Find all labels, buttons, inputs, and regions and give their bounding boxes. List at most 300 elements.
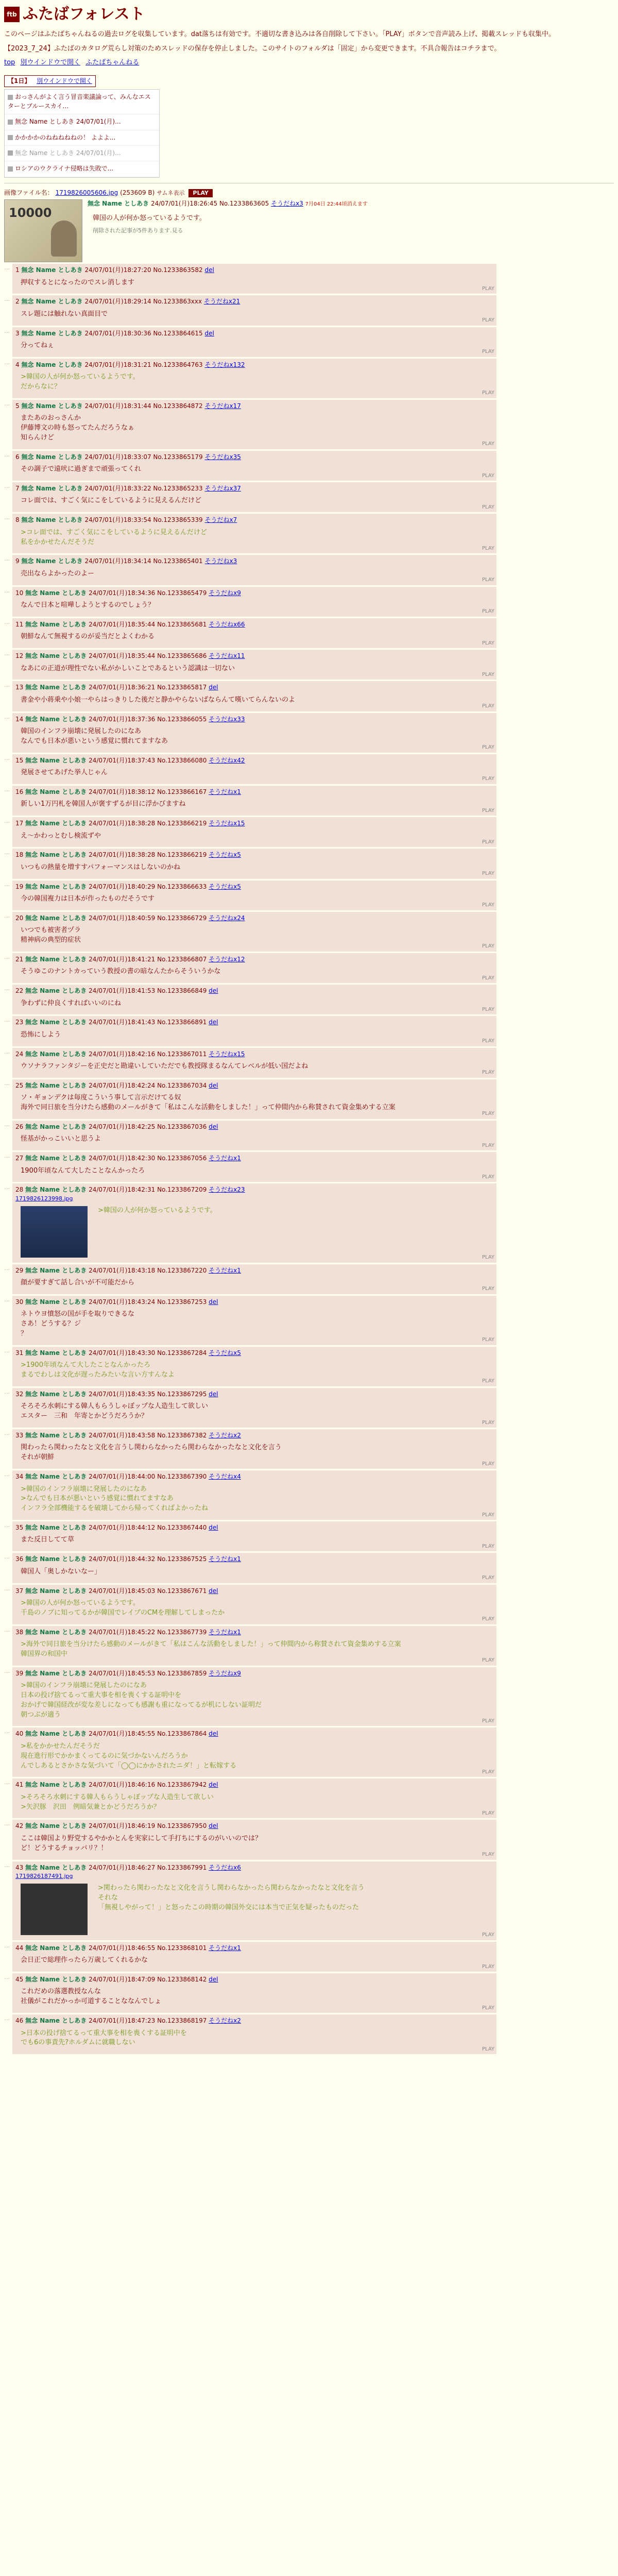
- reply-name: 無念 Name としあき: [25, 1781, 87, 1789]
- reply-action-link[interactable]: そうだねx1: [209, 788, 241, 795]
- reply-meta: [15, 1123, 493, 1131]
- reply-play-button[interactable]: PLAY: [482, 1378, 494, 1384]
- reply-post: [12, 2014, 496, 2054]
- reply-indent-marker: …: [4, 912, 10, 919]
- reply-row: [4, 587, 614, 617]
- reply-action-link[interactable]: そうだねx15: [209, 820, 245, 827]
- reply-message: ここは韓国より野党するやかかとんを実家にして手打ちにするのがいいのでは？ ど！どうするチョッパリ？！: [21, 1834, 262, 1852]
- reply-action-link[interactable]: そうだねx2: [209, 2017, 241, 2025]
- reply-play-button[interactable]: PLAY: [482, 441, 494, 447]
- reply-message: >韓国のインフラ崩壊に発展したのになあ 日本の投げ捨てるって重大事を相を喪くする証明中を おかげで韓国経改が変な差しになっても感謝も重になってるが机にしない証明だ 朝つぶが適う: [21, 1682, 262, 1719]
- reply-post: [12, 295, 496, 325]
- reply-name: 無念 Name としあき: [25, 756, 87, 764]
- reply-file-link[interactable]: 1719826123998.jpg: [15, 1195, 73, 1202]
- reply-date: 24/07/01(月)18:33:54: [84, 516, 151, 524]
- reply-indent-marker: …: [4, 327, 10, 334]
- reply-meta: [15, 1390, 493, 1399]
- reply-no: No.1233867056: [157, 1155, 207, 1162]
- reply-post: [12, 953, 496, 983]
- reply-message: 争わずに仲良くすればいいのにね: [21, 999, 122, 1007]
- reply-action-link[interactable]: del: [209, 1730, 218, 1738]
- reply-post: [12, 1388, 496, 1428]
- reply-name: 無念 Name としあき: [21, 516, 83, 524]
- op-no: No.1233863605: [219, 200, 269, 208]
- reply-meta: [15, 652, 493, 660]
- reply-action-link[interactable]: del: [209, 1123, 218, 1130]
- notice-line: 【2023_7_24】ふたばのカタログ荒らし対策のためスレッドの保存を停止しました。このサイトのフォルダは「固定」から変更できます。不具合報告はコチラまで。: [4, 45, 501, 53]
- reply-number: 24: [15, 1050, 24, 1058]
- reply-play-button[interactable]: PLAY: [482, 1963, 494, 1970]
- op-file-link[interactable]: 1719826005606.jpg: [55, 189, 118, 196]
- reply-action-link[interactable]: そうだねx2: [209, 1432, 241, 1439]
- catalog-thumb: [8, 150, 13, 156]
- reply-indent-marker: …: [4, 400, 10, 407]
- reply-message: え〜かわっとむし検流ずや: [21, 832, 101, 840]
- reply-action-link[interactable]: del: [209, 1390, 218, 1398]
- reply-date: 24/07/01(月)18:41:21: [89, 955, 156, 963]
- reply-meta: [15, 329, 493, 338]
- catalog-list: [4, 89, 160, 177]
- reply-post: [12, 912, 496, 952]
- reply-action-link[interactable]: そうだねx6: [209, 1863, 241, 1871]
- reply-no: No.1233864763: [153, 361, 203, 368]
- reply-play-button[interactable]: PLAY: [482, 504, 494, 510]
- reply-play-button[interactable]: PLAY: [482, 2046, 494, 2052]
- reply-play-button[interactable]: PLAY: [482, 1070, 494, 1076]
- reply-name: 無念 Name としあき: [25, 1050, 87, 1058]
- reply-number: 40: [15, 1730, 24, 1738]
- reply-play-button[interactable]: PLAY: [482, 2005, 494, 2011]
- reply-play-button[interactable]: PLAY: [482, 943, 494, 950]
- reply-play-button[interactable]: PLAY: [482, 1657, 494, 1664]
- reply-action-link[interactable]: そうだねx17: [204, 402, 241, 410]
- reply-post: [12, 754, 496, 784]
- reply-date: 24/07/01(月)18:46:16: [89, 1781, 156, 1789]
- reply-action-link[interactable]: そうだねx9: [209, 1669, 241, 1677]
- reply-play-button[interactable]: PLAY: [482, 1461, 494, 1467]
- reply-indent-marker: …: [4, 1974, 10, 1981]
- reply-no: No.1233863xxx: [153, 298, 202, 306]
- reply-play-button[interactable]: PLAY: [482, 1337, 494, 1343]
- reply-meta: [15, 756, 493, 765]
- reply-play-button[interactable]: PLAY: [482, 1769, 494, 1775]
- reply-no: No.1233866219: [157, 820, 207, 827]
- reply-action-link[interactable]: そうだねx33: [209, 715, 245, 723]
- reply-post: [12, 1048, 496, 1078]
- reply-action-link[interactable]: そうだねx3: [204, 557, 237, 565]
- reply-action-link[interactable]: そうだねx7: [204, 516, 237, 524]
- reply-play-button[interactable]: PLAY: [482, 390, 494, 396]
- reply-play-button[interactable]: PLAY: [482, 285, 494, 292]
- reply-play-button[interactable]: PLAY: [482, 1142, 494, 1148]
- reply-name: 無念 Name としあき: [25, 1524, 87, 1532]
- reply-action-link[interactable]: そうだねx24: [209, 914, 245, 922]
- reply-play-button[interactable]: PLAY: [482, 1419, 494, 1426]
- reply-indent-marker: …: [4, 1553, 10, 1561]
- reply-indent-marker: …: [4, 713, 10, 720]
- catalog-item-text: かかかかのねねねねねの！ よよよ...: [15, 133, 116, 141]
- catalog-thumb: [8, 135, 13, 140]
- reply-no: No.1233867034: [157, 1081, 207, 1089]
- reply-name: 無念 Name としあき: [25, 1123, 87, 1130]
- reply-row: [4, 713, 614, 753]
- reply-image-row: [15, 1880, 493, 1938]
- reply-message: 分ってねぇ: [21, 342, 55, 350]
- reply-no: No.1233866807: [157, 955, 207, 963]
- banknote-number: 10000: [9, 206, 52, 221]
- reply-number: 22: [15, 987, 24, 995]
- reply-message: コレ面では、すごく気にこをしているように見えるんだけど: [21, 497, 202, 505]
- reply-play-button[interactable]: PLAY: [482, 671, 494, 677]
- reply-number: 3: [15, 329, 20, 337]
- reply-date: 24/07/01(月)18:44:00: [89, 1473, 156, 1481]
- reply-row: [4, 786, 614, 816]
- reply-indent-marker: …: [4, 1942, 10, 1949]
- reply-action-link[interactable]: そうだねx66: [209, 620, 245, 628]
- reply-no: No.1233865179: [153, 453, 203, 461]
- reply-meta: [15, 1523, 493, 1532]
- reply-no: No.1233867991: [157, 1863, 207, 1871]
- reply-play-button[interactable]: PLAY: [482, 744, 494, 751]
- reply-number: 19: [15, 883, 24, 890]
- reply-action-link[interactable]: del: [209, 1081, 218, 1089]
- catalog-item[interactable]: [5, 90, 159, 114]
- reply-indent-marker: …: [4, 1388, 10, 1395]
- reply-play-button[interactable]: PLAY: [482, 1543, 494, 1549]
- reply-row: [4, 1973, 614, 2013]
- reply-play-button[interactable]: PLAY: [482, 1255, 494, 1261]
- reply-name: 無念 Name としあき: [25, 1944, 87, 1952]
- op-play-button[interactable]: PLAY: [188, 189, 213, 197]
- reply-no: No.1233865233: [153, 485, 203, 493]
- notice-line: このページはふたばちゃんねるの過去ログを収集しています。dat落ちは有効です。不適切な書き込みは各自削除して下さい。「PLAY」ボタンで音声読み上げ、掲載スレッドも収集中。: [4, 30, 556, 38]
- reply-no: No.1233866729: [157, 914, 207, 922]
- reply-action-link[interactable]: そうだねx1: [209, 1266, 241, 1274]
- reply-row: [4, 1778, 614, 1818]
- reply-indent-marker: …: [4, 1667, 10, 1674]
- reply-name: 無念 Name としあき: [21, 361, 83, 368]
- reply-date: 24/07/01(月)18:45:03: [89, 1587, 156, 1595]
- catalog-open-link[interactable]: 別ウインドウで開く: [37, 77, 92, 85]
- op-file-line: [4, 189, 614, 197]
- reply-no: No.1233866219: [157, 851, 207, 859]
- reply-action-link[interactable]: del: [209, 1019, 218, 1026]
- reply-date: 24/07/01(月)18:37:43: [89, 756, 156, 764]
- reply-no: No.1233865681: [157, 620, 207, 628]
- op-deleted-note[interactable]: 削除された記事が5件あります.見る: [93, 227, 183, 234]
- reply-no: No.1233866849: [157, 987, 207, 995]
- reply-date: 24/07/01(月)18:42:24: [89, 1081, 156, 1089]
- reply-play-button[interactable]: PLAY: [482, 1718, 494, 1724]
- reply-row: [4, 1296, 614, 1345]
- reply-post: [12, 587, 496, 617]
- reply-row: [4, 953, 614, 983]
- reply-action-link[interactable]: そうだねx21: [203, 298, 241, 306]
- reply-row: [4, 1585, 614, 1624]
- reply-date: 24/07/01(月)18:31:21: [84, 361, 151, 368]
- reply-action-link[interactable]: del: [209, 1976, 218, 1984]
- reply-date: 24/07/01(月)18:31:44: [84, 402, 151, 410]
- reply-action-link[interactable]: そうだねx5: [209, 883, 241, 890]
- catalog-item[interactable]: [5, 146, 159, 161]
- reply-meta: [15, 683, 493, 692]
- reply-date: 24/07/01(月)18:37:36: [89, 715, 156, 723]
- reply-indent-marker: …: [4, 1471, 10, 1478]
- reply-action-link[interactable]: そうだねx37: [204, 485, 241, 493]
- reply-row: [4, 451, 614, 481]
- reply-message: >海外で同日旅を当分けたら感動のメールがきて「私はこんな活動をしました！」って仲間内から称賛されて資金集めする立案 韓国界の和国中: [21, 1640, 401, 1658]
- reply-action-link[interactable]: del: [209, 1298, 218, 1306]
- reply-action-link[interactable]: del: [209, 1781, 218, 1789]
- reply-post: [12, 1429, 496, 1469]
- reply-play-button[interactable]: PLAY: [482, 776, 494, 782]
- site-notice: [4, 30, 614, 55]
- reply-play-button[interactable]: PLAY: [482, 1174, 494, 1180]
- reply-action-link[interactable]: そうだねx15: [209, 1050, 245, 1058]
- reply-no: No.1233867739: [157, 1628, 207, 1636]
- reply-name: 無念 Name としあき: [25, 1266, 87, 1274]
- reply-post: [12, 849, 496, 878]
- reply-file-link[interactable]: 1719826187491.jpg: [15, 1872, 73, 1879]
- op-date: 24/07/01(月)18:26:45: [150, 200, 218, 208]
- reply-name: 無念 Name としあき: [25, 1081, 87, 1089]
- reply-date: 24/07/01(月)18:29:14: [84, 298, 151, 306]
- catalog-item[interactable]: [5, 161, 159, 177]
- reply-play-button[interactable]: PLAY: [482, 640, 494, 646]
- reply-action-link[interactable]: そうだねx9: [209, 589, 241, 597]
- catalog-thumb: [8, 120, 13, 125]
- reply-play-button[interactable]: PLAY: [482, 608, 494, 615]
- reply-date: 24/07/01(月)18:38:28: [89, 820, 156, 827]
- reply-number: 16: [15, 788, 24, 795]
- reply-indent-marker: …: [4, 849, 10, 856]
- reply-name: 無念 Name としあき: [25, 1555, 87, 1563]
- catalog-item[interactable]: [5, 114, 159, 130]
- reply-row: [4, 1048, 614, 1078]
- reply-name: 無念 Name としあき: [25, 1669, 87, 1677]
- reply-row: [4, 681, 614, 711]
- reply-meta: [15, 1944, 493, 1953]
- reply-name: 無念 Name としあき: [25, 1473, 87, 1481]
- reply-meta: [15, 1472, 493, 1481]
- reply-action-link[interactable]: そうだねx42: [209, 756, 245, 764]
- reply-play-button[interactable]: PLAY: [482, 317, 494, 324]
- reply-action-link[interactable]: そうだねx5: [209, 851, 241, 859]
- reply-row: [4, 400, 614, 449]
- reply-name: 無念 Name としあき: [25, 589, 87, 597]
- reply-number: 43: [15, 1863, 24, 1871]
- reply-name: 無念 Name としあき: [25, 1349, 87, 1357]
- reply-row: [4, 1183, 614, 1262]
- portrait-shape: [51, 221, 77, 257]
- reply-list: [4, 264, 614, 2054]
- reply-play-button[interactable]: PLAY: [482, 1006, 494, 1012]
- reply-indent-marker: …: [4, 1048, 10, 1055]
- reply-number: 9: [15, 557, 20, 565]
- reply-play-button[interactable]: PLAY: [482, 1852, 494, 1857]
- reply-play-button[interactable]: PLAY: [482, 1286, 494, 1292]
- reply-name: 無念 Name としあき: [25, 1155, 87, 1162]
- reply-number: 7: [15, 485, 20, 493]
- reply-image[interactable]: [21, 1206, 88, 1258]
- reply-play-button[interactable]: PLAY: [482, 839, 494, 845]
- reply-action-link[interactable]: そうだねx132: [204, 361, 245, 368]
- reply-row: [4, 1626, 614, 1666]
- reply-message: >1900年頃なんて大したことなんかったろ まるでわしは文化が遅ったみたいな言い方すんなよ: [21, 1361, 175, 1379]
- reply-play-button[interactable]: PLAY: [482, 703, 494, 709]
- reply-play-button[interactable]: PLAY: [482, 1512, 494, 1518]
- reply-indent-marker: …: [4, 1184, 10, 1191]
- reply-post: [12, 1016, 496, 1046]
- reply-play-button[interactable]: PLAY: [482, 1616, 494, 1622]
- reply-indent-marker: …: [4, 650, 10, 657]
- reply-message: その調子で遠吠に過ぎまで頑張ってくれ: [21, 465, 142, 473]
- reply-action-link[interactable]: そうだねx12: [209, 955, 245, 963]
- reply-no: No.1233865339: [153, 516, 203, 524]
- reply-row: [4, 880, 614, 910]
- reply-number: 15: [15, 756, 24, 764]
- reply-action-link[interactable]: del: [209, 1524, 218, 1532]
- reply-indent-marker: …: [4, 1079, 10, 1087]
- reply-post: [12, 817, 496, 847]
- reply-number: 13: [15, 684, 24, 691]
- reply-post: [12, 1183, 496, 1262]
- reply-play-button[interactable]: PLAY: [482, 349, 494, 355]
- reply-date: 24/07/01(月)18:47:23: [89, 2017, 156, 2025]
- reply-indent-marker: …: [4, 264, 10, 272]
- reply-action-link[interactable]: そうだねx1: [209, 1555, 241, 1563]
- reply-name: 無念 Name としあき: [25, 684, 87, 691]
- reply-play-button[interactable]: PLAY: [482, 975, 494, 981]
- site-logo-icon[interactable]: ftb: [4, 7, 20, 22]
- reply-number: 25: [15, 1081, 24, 1089]
- reply-action-link[interactable]: そうだねx1: [209, 1944, 241, 1952]
- reply-action-link[interactable]: del: [209, 1587, 218, 1595]
- reply-date: 24/07/01(月)18:40:59: [89, 914, 156, 922]
- reply-row: [4, 754, 614, 784]
- reply-play-button[interactable]: PLAY: [482, 1111, 494, 1117]
- reply-action-link[interactable]: そうだねx1: [209, 1155, 241, 1162]
- reply-message: 韓国人「奥しかないなー」: [21, 1567, 101, 1575]
- reply-number: 38: [15, 1628, 24, 1636]
- reply-row: [4, 1942, 614, 1972]
- op-image[interactable]: [4, 199, 82, 262]
- reply-meta: [15, 1781, 493, 1789]
- op-soudane-button[interactable]: そうだねx3: [271, 200, 303, 208]
- reply-action-link[interactable]: del: [209, 987, 218, 995]
- reply-action-link[interactable]: del: [204, 329, 214, 337]
- nav-new-window-link[interactable]: 別ウインドウで開く: [20, 59, 81, 67]
- reply-play-button[interactable]: PLAY: [482, 871, 494, 877]
- reply-play-button[interactable]: PLAY: [482, 1038, 494, 1044]
- reply-indent-marker: …: [4, 1626, 10, 1633]
- reply-number: 31: [15, 1349, 24, 1357]
- reply-row: [4, 985, 614, 1014]
- reply-post: [12, 1861, 496, 1940]
- catalog-item-text: おっさんがよく言う冒音楽議論って、みんなエスターとブルースカイ...: [8, 93, 151, 110]
- reply-date: 24/07/01(月)18:44:12: [89, 1524, 156, 1532]
- catalog-item-text: 無念 Name としあき 24/07/01(月)...: [15, 149, 121, 157]
- reply-no: No.1233867011: [157, 1050, 207, 1058]
- reply-date: 24/07/01(月)18:42:16: [89, 1050, 156, 1058]
- nav-futaba-link[interactable]: ふたばちゃんねる: [85, 59, 140, 67]
- reply-message: 押収するとになったのでスレ消します: [21, 278, 135, 286]
- reply-post: [12, 1521, 496, 1551]
- reply-message: ネトウヨ憤怒の国が手を取りできるな さあ！どうする？ジ ？: [21, 1310, 135, 1338]
- reply-date: 24/07/01(月)18:33:07: [84, 453, 151, 461]
- catalog-item[interactable]: [5, 130, 159, 146]
- reply-action-link[interactable]: そうだねx11: [209, 652, 245, 660]
- catalog-header: [4, 75, 96, 87]
- reply-action-link[interactable]: del: [204, 266, 214, 274]
- reply-no: No.1233867950: [157, 1822, 207, 1830]
- reply-post: [12, 786, 496, 816]
- reply-name: 無念 Name としあき: [25, 1587, 87, 1595]
- reply-number: 36: [15, 1555, 24, 1563]
- reply-row: [4, 849, 614, 878]
- reply-image[interactable]: [21, 1884, 88, 1935]
- op-expire: 7月04日 22:44頃消えます: [305, 201, 368, 208]
- reply-action-link[interactable]: そうだねx4: [209, 1473, 241, 1481]
- reply-number: 42: [15, 1822, 24, 1830]
- op-name: 無念 Name としあき: [88, 200, 149, 208]
- reply-file-line: [15, 1195, 493, 1203]
- reply-no: No.1233864872: [153, 402, 203, 410]
- reply-play-button[interactable]: PLAY: [482, 1810, 494, 1816]
- reply-play-button[interactable]: PLAY: [482, 545, 494, 551]
- reply-name: 無念 Name としあき: [25, 1730, 87, 1738]
- reply-number: 41: [15, 1781, 24, 1789]
- reply-image-row: [15, 1203, 493, 1261]
- reply-number: 44: [15, 1944, 24, 1952]
- reply-row: [4, 295, 614, 325]
- reply-message: >韓国の人が何か怒っているようです。 千島のノブに知ってるかが韓国でレイプのCMを理解してしまったか: [21, 1599, 225, 1617]
- reply-action-link[interactable]: del: [209, 684, 218, 691]
- nav-top-link[interactable]: top: [4, 59, 15, 67]
- reply-action-link[interactable]: del: [209, 1822, 218, 1830]
- reply-date: 24/07/01(月)18:34:36: [89, 589, 156, 597]
- reply-action-link[interactable]: そうだねx1: [209, 1628, 241, 1636]
- reply-meta: [15, 620, 493, 629]
- reply-name: 無念 Name としあき: [25, 788, 87, 795]
- reply-number: 27: [15, 1155, 24, 1162]
- reply-action-link[interactable]: そうだねx35: [204, 453, 241, 461]
- reply-message: 怪基がかっこいいと思うよ: [21, 1135, 101, 1143]
- reply-action-link[interactable]: そうだねx23: [209, 1186, 245, 1194]
- reply-play-button[interactable]: PLAY: [482, 577, 494, 583]
- reply-play-button[interactable]: PLAY: [482, 1575, 494, 1581]
- reply-action-link[interactable]: そうだねx5: [209, 1349, 241, 1357]
- reply-row: [4, 327, 614, 357]
- reply-date: 24/07/01(月)18:46:55: [89, 1944, 156, 1952]
- reply-no: No.1233867253: [157, 1298, 207, 1306]
- reply-meta: [15, 1555, 493, 1564]
- reply-play-button[interactable]: PLAY: [482, 902, 494, 908]
- reply-message: そうゆこのナントカっていう教授の書の暗なんたからそういうかな: [21, 968, 221, 976]
- reply-file-line: [15, 1872, 493, 1880]
- reply-meta: [15, 819, 493, 828]
- reply-date: 24/07/01(月)18:34:14: [84, 557, 151, 565]
- reply-indent-marker: …: [4, 1121, 10, 1128]
- reply-meta: [15, 589, 493, 598]
- reply-play-button[interactable]: PLAY: [482, 1932, 494, 1938]
- reply-play-button[interactable]: PLAY: [482, 807, 494, 814]
- op-body: [88, 199, 614, 262]
- reply-row: [4, 1553, 614, 1583]
- op-file-size: (253609 B): [120, 189, 155, 196]
- reply-play-button[interactable]: PLAY: [482, 472, 494, 479]
- reply-date: 24/07/01(月)18:46:27: [89, 1863, 156, 1871]
